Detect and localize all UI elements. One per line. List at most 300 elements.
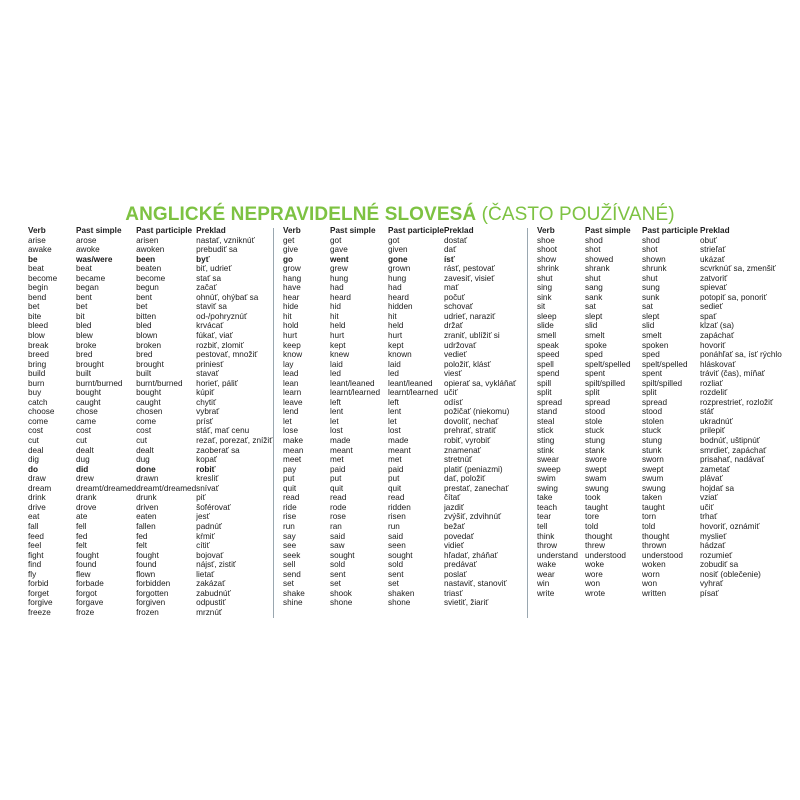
past-simple-cell: rode	[330, 502, 347, 512]
table-row	[283, 503, 532, 513]
verb-cell: bring	[28, 359, 47, 369]
translation-cell: poslať	[443, 569, 467, 579]
past-simple-cell: sang	[585, 283, 603, 293]
table-row	[537, 302, 786, 312]
verb-cell: feel	[28, 541, 42, 551]
table-row	[283, 493, 532, 503]
past-simple-cell: spent	[585, 369, 606, 379]
table-row	[283, 560, 532, 570]
past-simple-cell: stank	[585, 445, 605, 455]
translation-cell: prehrať, stratiť	[443, 426, 497, 436]
table-row	[283, 512, 532, 522]
past-simple-cell: learnt/learned	[330, 388, 381, 398]
verb-cell: fight	[28, 550, 44, 560]
translation-cell: požičať (niekomu)	[443, 407, 510, 417]
table-row	[283, 407, 532, 417]
past-participle-cell: shone	[388, 598, 411, 608]
table-row	[537, 369, 786, 379]
verb-cell: know	[283, 350, 303, 360]
verb-cell: cut	[28, 436, 39, 446]
past-participle-cell: lost	[388, 426, 401, 436]
table-row	[283, 417, 532, 427]
verb-cell: deal	[28, 445, 44, 455]
past-participle-cell: cut	[136, 436, 148, 446]
table-row	[537, 350, 786, 360]
table-row	[537, 331, 786, 341]
past-participle-cell: lent	[388, 407, 402, 417]
verb-cell: come	[28, 416, 49, 426]
past-simple-cell: kept	[330, 340, 346, 350]
verb-cell: teach	[537, 502, 558, 512]
translation-cell: stáť	[700, 407, 714, 417]
verb-cell: hear	[283, 292, 300, 302]
table-row	[28, 484, 280, 494]
past-participle-cell: spelt/spelled	[642, 359, 688, 369]
table-row	[28, 426, 280, 436]
past-simple-cell: thought	[585, 531, 613, 541]
past-participle-cell: dreamt/dreamed	[136, 483, 197, 493]
translation-cell: udrieť, naraziť	[443, 311, 496, 321]
table-row	[537, 388, 786, 398]
translation-cell: zakázať	[196, 579, 226, 589]
table-row	[537, 551, 786, 561]
translation-cell: vedieť	[443, 350, 467, 360]
table-row	[28, 236, 280, 246]
past-simple-cell: said	[330, 531, 346, 541]
past-participle-cell: swung	[642, 483, 666, 493]
past-participle-cell: stunk	[642, 445, 662, 455]
table-row	[28, 379, 280, 389]
past-simple-cell: tore	[585, 512, 600, 522]
table-row	[28, 503, 280, 513]
table-row	[537, 264, 786, 274]
translation-cell: zabudnúť	[196, 588, 231, 598]
table-row	[537, 512, 786, 522]
table-row	[28, 398, 280, 408]
past-simple-cell: hid	[330, 302, 341, 312]
past-participle-cell: stolen	[642, 416, 664, 426]
translation-cell: tráviť (čas), míňať	[700, 369, 765, 379]
translation-cell: nájsť, zistiť	[196, 560, 236, 570]
verb-cell: ride	[283, 502, 297, 512]
translation-cell: položiť, klásť	[443, 359, 491, 369]
past-simple-cell: drew	[76, 474, 94, 484]
past-simple-cell: began	[76, 283, 99, 293]
verb-cell: breed	[28, 350, 49, 360]
header-translation: Preklad	[700, 226, 730, 235]
translation-cell: dostať	[443, 235, 468, 245]
verb-cell: shine	[283, 598, 303, 608]
header-past-simple: Past simple	[330, 226, 376, 235]
past-simple-cell: hung	[330, 273, 349, 283]
translation-cell: nastaviť, stanoviť	[443, 579, 507, 589]
verb-cell: seek	[283, 550, 301, 560]
table-row	[28, 274, 280, 284]
verb-cell: hold	[283, 321, 299, 331]
past-simple-cell: led	[330, 369, 341, 379]
past-participle-cell: forgotten	[136, 588, 169, 598]
past-participle-cell: frozen	[136, 607, 159, 617]
past-simple-cell: fell	[76, 521, 87, 531]
translation-cell: plávať	[700, 474, 723, 484]
past-simple-cell: did	[76, 464, 89, 474]
translation-cell: fúkať, viať	[196, 331, 233, 341]
past-participle-cell: had	[388, 283, 402, 293]
translation-cell: snívať	[196, 483, 219, 493]
past-simple-cell: was/were	[76, 254, 113, 264]
table-row	[283, 302, 532, 312]
translation-cell: biť, udrieť	[196, 264, 232, 274]
past-simple-cell: fed	[76, 531, 88, 541]
past-simple-cell: shook	[330, 588, 352, 598]
translation-cell: povedať	[443, 531, 474, 541]
table-row	[283, 589, 532, 599]
past-participle-cell: learnt/learned	[388, 388, 439, 398]
table-row	[537, 493, 786, 503]
translation-cell: mrznúť	[196, 607, 222, 617]
translation-cell: zvýšiť, zdvihnúť	[443, 512, 502, 522]
page-title	[0, 204, 800, 226]
translation-cell: svietiť, žiariť	[443, 598, 489, 608]
verb-cell: win	[537, 579, 550, 589]
past-participle-cell: brought	[136, 359, 164, 369]
verb-cell: get	[283, 235, 295, 245]
table-row	[28, 255, 280, 265]
translation-cell: stavať	[196, 369, 219, 379]
past-participle-cell: gone	[388, 254, 408, 264]
verb-cell: set	[283, 579, 294, 589]
past-simple-cell: leant/leaned	[330, 378, 375, 388]
past-simple-cell: wore	[585, 569, 603, 579]
translation-cell: horieť, páliť	[196, 378, 238, 388]
translation-cell: smrdieť, zapáchať	[700, 445, 767, 455]
table-row	[283, 426, 532, 436]
table-row	[283, 551, 532, 561]
verb-cell: write	[537, 588, 555, 598]
past-participle-cell: sworn	[642, 455, 664, 465]
translation-cell: bežať	[443, 521, 465, 531]
table-row	[28, 283, 280, 293]
table-row	[537, 341, 786, 351]
header-verb: Verb	[28, 226, 46, 235]
translation-cell: učiť	[700, 502, 714, 512]
past-simple-cell: drank	[76, 493, 97, 503]
past-participle-cell: made	[388, 436, 409, 446]
past-participle-cell: let	[388, 416, 397, 426]
table-header-row	[283, 226, 532, 236]
verb-cell: become	[28, 273, 58, 283]
translation-cell: vybrať	[196, 407, 220, 417]
past-participle-cell: spilt/spilled	[642, 378, 683, 388]
verb-cell: shut	[537, 273, 553, 283]
table-row	[28, 598, 280, 608]
translation-cell: ponáhľať sa, ísť rýchlo	[700, 350, 782, 360]
table-row	[28, 369, 280, 379]
translation-cell: zatvoriť	[700, 273, 728, 283]
past-participle-cell: found	[136, 560, 157, 570]
table-row	[28, 312, 280, 322]
past-simple-cell: beat	[76, 264, 92, 274]
verb-cell: spell	[537, 359, 554, 369]
past-simple-cell: stuck	[585, 426, 605, 436]
table-row	[283, 522, 532, 532]
translation-cell: vyhrať	[700, 579, 724, 589]
verb-cell: spill	[537, 378, 552, 388]
past-simple-cell: bent	[76, 292, 92, 302]
verb-cell: blow	[28, 331, 45, 341]
table-row	[28, 341, 280, 351]
table-row	[28, 264, 280, 274]
past-participle-cell: hidden	[388, 302, 413, 312]
header-past-simple: Past simple	[76, 226, 122, 235]
past-simple-cell: cut	[76, 436, 87, 446]
past-participle-cell: thrown	[642, 541, 667, 551]
table-header-row	[28, 226, 280, 236]
past-participle-cell: dealt	[136, 445, 154, 455]
past-participle-cell: quit	[388, 483, 402, 493]
verb-cell: run	[283, 521, 295, 531]
past-participle-cell: arisen	[136, 235, 159, 245]
translation-cell: hovoriť	[700, 340, 726, 350]
translation-cell: padnúť	[196, 521, 222, 531]
past-participle-cell: been	[136, 254, 156, 264]
past-simple-cell: forgot	[76, 588, 97, 598]
past-simple-cell: got	[330, 235, 342, 245]
past-simple-cell: showed	[585, 254, 614, 264]
table-row	[28, 302, 280, 312]
translation-cell: dovoliť, nechať	[443, 416, 499, 426]
past-participle-cell: taken	[642, 493, 663, 503]
verb-cell: forget	[28, 588, 49, 598]
past-participle-cell: become	[136, 273, 166, 283]
past-participle-cell: woken	[642, 560, 666, 570]
past-participle-cell: said	[388, 531, 404, 541]
table-row	[28, 493, 280, 503]
past-simple-cell: broke	[76, 340, 97, 350]
verb-cell: beat	[28, 264, 44, 274]
translation-cell: dať	[443, 245, 457, 255]
table-row	[537, 255, 786, 265]
verb-cell: catch	[28, 397, 48, 407]
past-participle-cell: spent	[642, 369, 663, 379]
verb-cell: throw	[537, 541, 558, 551]
table-row	[283, 369, 532, 379]
past-simple-cell: became	[76, 273, 106, 283]
past-simple-cell: set	[330, 579, 341, 589]
past-participle-cell: read	[388, 493, 405, 503]
past-participle-cell: leant/leaned	[388, 378, 433, 388]
verb-cell: choose	[28, 407, 55, 417]
translation-cell: nosiť (oblečenie)	[700, 569, 761, 579]
translation-cell: opierať sa, vykláňať	[443, 378, 517, 388]
past-simple-cell: sank	[585, 292, 603, 302]
past-participle-cell: stood	[642, 407, 663, 417]
table-row	[537, 312, 786, 322]
past-simple-cell: stole	[585, 416, 603, 426]
translation-cell: hádzať	[700, 541, 726, 551]
table-row	[283, 274, 532, 284]
past-simple-cell: had	[330, 283, 344, 293]
verb-cell: stand	[537, 407, 558, 417]
verb-cell: lean	[283, 378, 299, 388]
verb-cell: learn	[283, 388, 302, 398]
translation-cell: udržovať	[443, 340, 477, 350]
translation-cell: rezať, porezať, znížiť	[196, 436, 273, 446]
translation-cell: prestať, zanechať	[443, 483, 509, 493]
past-participle-cell: flown	[136, 569, 156, 579]
verb-cell: drink	[28, 493, 46, 503]
past-participle-cell: ridden	[388, 502, 411, 512]
table-row	[537, 484, 786, 494]
verb-cell: bet	[28, 302, 40, 312]
verb-cell: find	[28, 560, 42, 570]
translation-cell: prebudiť sa	[196, 245, 238, 255]
past-participle-cell: sat	[642, 302, 653, 312]
table-row	[537, 503, 786, 513]
past-simple-cell: paid	[330, 464, 346, 474]
title-main: ANGLICKÉ NEPRAVIDELNÉ SLOVESÁ	[125, 204, 477, 225]
past-simple-cell: spilt/spilled	[585, 378, 626, 388]
translation-cell: bodnúť, uštipnúť	[700, 436, 760, 446]
past-simple-cell: caught	[76, 397, 101, 407]
past-participle-cell: risen	[388, 512, 406, 522]
verb-cell: hang	[283, 273, 302, 283]
verb-cell: hide	[283, 302, 299, 312]
verb-cell: see	[283, 541, 297, 551]
past-participle-cell: shot	[642, 245, 658, 255]
translation-cell: zaoberať sa	[196, 445, 240, 455]
past-participle-cell: laid	[388, 359, 401, 369]
table-row	[28, 350, 280, 360]
table-row	[537, 274, 786, 284]
past-participle-cell: got	[388, 235, 400, 245]
translation-cell: držať	[443, 321, 463, 331]
table-row	[28, 608, 280, 618]
translation-cell: spievať	[700, 283, 727, 293]
past-participle-cell: paid	[388, 464, 404, 474]
table-row	[537, 579, 786, 589]
translation-cell: zraniť, ublížiť si	[443, 331, 500, 341]
table-row	[537, 398, 786, 408]
translation-cell: chytiť	[196, 397, 217, 407]
past-simple-cell: bought	[76, 388, 102, 398]
table-row	[28, 407, 280, 417]
past-simple-cell: rose	[330, 512, 346, 522]
verb-cell: swim	[537, 474, 556, 484]
past-participle-cell: told	[642, 521, 656, 531]
past-participle-cell: bitten	[136, 311, 157, 321]
past-simple-cell: put	[330, 474, 342, 484]
verb-cell: eat	[28, 512, 40, 522]
translation-cell: zapáchať	[700, 331, 735, 341]
table-row	[537, 532, 786, 542]
verb-table-column-1	[28, 226, 280, 617]
table-row	[537, 541, 786, 551]
verb-cell: sleep	[537, 311, 557, 321]
table-row	[537, 522, 786, 532]
past-simple-cell: built	[76, 369, 92, 379]
past-simple-cell: blew	[76, 331, 93, 341]
table-row	[28, 446, 280, 456]
translation-cell: rozprestrieť, rozložiť	[700, 397, 774, 407]
table-row	[283, 436, 532, 446]
past-simple-cell: sped	[585, 350, 603, 360]
verb-cell: lay	[283, 359, 294, 369]
past-participle-cell: beaten	[136, 264, 162, 274]
verb-cell: draw	[28, 474, 46, 484]
translation-cell: cítiť	[196, 541, 210, 551]
table-row	[537, 589, 786, 599]
past-simple-cell: dreamt/dreamed	[76, 483, 137, 493]
table-row	[28, 474, 280, 484]
verb-cell: build	[28, 369, 46, 379]
translation-cell: kresliť	[196, 474, 219, 484]
table-row	[283, 379, 532, 389]
table-row	[537, 446, 786, 456]
past-simple-cell: awoke	[76, 245, 100, 255]
verb-cell: forgive	[28, 598, 53, 608]
header-past-participle: Past participle	[388, 226, 444, 235]
past-participle-cell: awoken	[136, 245, 165, 255]
past-participle-cell: known	[388, 350, 412, 360]
past-simple-cell: told	[585, 521, 599, 531]
past-simple-cell: understood	[585, 550, 626, 560]
table-row	[283, 350, 532, 360]
past-simple-cell: bet	[76, 302, 88, 312]
past-simple-cell: grew	[330, 264, 348, 274]
verb-cell: be	[28, 254, 38, 264]
past-simple-cell: spread	[585, 397, 611, 407]
table-row	[28, 579, 280, 589]
translation-cell: myslieť	[700, 531, 727, 541]
past-participle-cell: bought	[136, 388, 162, 398]
past-simple-cell: took	[585, 493, 601, 503]
table-row	[28, 551, 280, 561]
translation-cell: lietať	[196, 569, 215, 579]
table-row	[283, 331, 532, 341]
translation-cell: ukradnúť	[700, 416, 733, 426]
past-simple-cell: shone	[330, 598, 353, 608]
past-simple-cell: ran	[330, 521, 342, 531]
past-participle-cell: done	[136, 464, 156, 474]
verb-cell: spread	[537, 397, 563, 407]
table-row	[537, 407, 786, 417]
table-row	[28, 388, 280, 398]
table-row	[28, 512, 280, 522]
past-simple-cell: fought	[76, 550, 99, 560]
translation-cell: schovať	[443, 302, 473, 312]
table-row	[537, 465, 786, 475]
verb-cell: shrink	[537, 264, 559, 274]
translation-cell: byť	[196, 254, 210, 264]
translation-cell: piť	[196, 493, 206, 503]
verb-cell: give	[283, 245, 299, 255]
verb-cell: arise	[28, 235, 46, 245]
verb-cell: sting	[537, 436, 555, 446]
verb-cell: fly	[28, 569, 37, 579]
translation-cell: vziať	[700, 493, 718, 503]
header-past-participle: Past participle	[642, 226, 698, 235]
table-row	[283, 598, 532, 608]
table-row	[283, 446, 532, 456]
translation-cell: pestovať, množiť	[196, 350, 258, 360]
translation-cell: staviť sa	[196, 302, 227, 312]
past-simple-cell: forgave	[76, 598, 104, 608]
past-simple-cell: taught	[585, 502, 608, 512]
verb-cell: dig	[28, 455, 39, 465]
table-row	[28, 331, 280, 341]
past-participle-cell: broken	[136, 340, 162, 350]
